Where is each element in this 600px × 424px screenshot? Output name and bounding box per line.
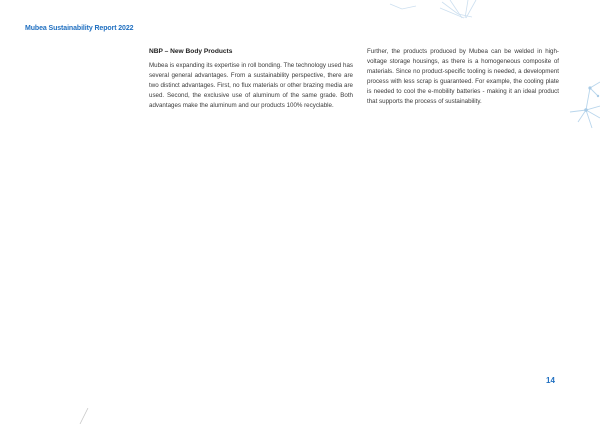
network-nodes-icon xyxy=(568,78,600,148)
diagonal-line-icon xyxy=(78,408,90,424)
left-column xyxy=(149,47,353,111)
report-title: Mubea Sustainability Report 2022 xyxy=(25,25,134,32)
right-paragraph: Further, the products produced by Mubea can be welded in high-voltage storage housings, as there is a homogeneous composite of materials. Since no product-specific tooling is needed, a development process with less scrap is guaranteed. For example, the cooling plate is needed to cool the e-mobility batteries - making it an ideal product that supports the process of sustainability. xyxy=(367,48,559,105)
page-number: 14 xyxy=(546,376,555,385)
left-paragraph: Mubea is expanding its expertise in roll bonding. The technology used has several general advantages. From a sustainability perspective, there are two distinct advantages. First, no flux materials or other brazing media are used. Second, the exclusive use of aluminum of the same grade. Both advantages make the aluminum and our products 100% recyclable. xyxy=(149,62,353,109)
network-lines-icon xyxy=(380,0,490,22)
right-column xyxy=(367,47,559,107)
section-heading: NBP – New Body Products xyxy=(149,48,233,55)
